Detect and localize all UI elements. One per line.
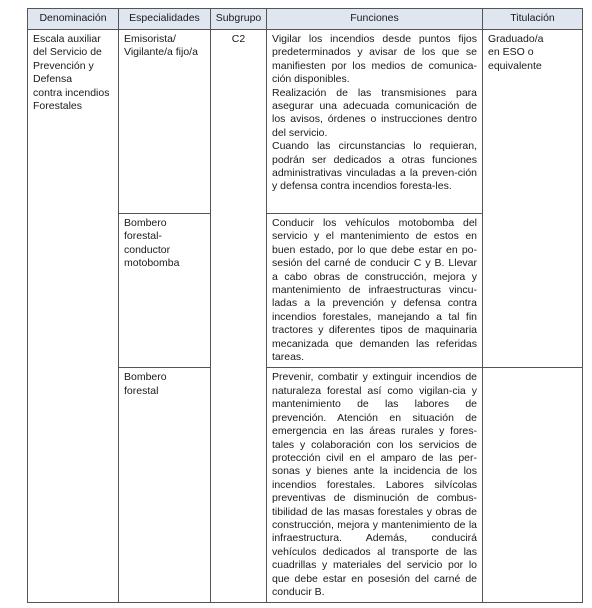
subgrupo-cell: C2 xyxy=(211,30,267,603)
funciones-cell: Conducir los vehículos motobomba del servicio y el mantenimiento de estos en buen estado, por lo que debe estar en po-sesión del carné de conducir C y B. Llevar a cabo obras de construcción, mejora y mantenimiento de infraestructuras vincu-ladas a la prevención y defensa contra incendios forestales, manejando a tal fin tractores y diferentes tipos de maquinaria mecanizada que demanden las referidas tareas. xyxy=(267,214,483,368)
funciones-cell: Vigilar los incendios desde puntos fijos predeterminados y avisar de los que se manifiesten por los medios de comunica-ción disponibles. Realización de las transmisiones para asegurar una adecuada comunicación de los avisos, órdenes o instrucciones dentro del servicio. Cuando las circunstancias lo requieran, podrán ser dedicados a otras funciones administrativas vinculadas a la preven-ción y defensa contra incendios foresta-les. xyxy=(267,30,483,214)
header-row xyxy=(28,9,583,30)
header-funciones: Funciones xyxy=(267,9,483,30)
table-row xyxy=(28,30,583,214)
header-especialidades: Especialidades xyxy=(119,9,211,30)
especialidad-cell: Emisorista/ Vigilante/a fijo/a xyxy=(119,30,211,214)
titulacion-empty-cell xyxy=(483,368,583,603)
header-titulacion: Titulación xyxy=(483,9,583,30)
especialidad-cell: Bombero forestal xyxy=(119,368,211,603)
especialidad-cell: Bombero forestal- conductor motobomba xyxy=(119,214,211,368)
header-denominacion: Denominación xyxy=(28,9,119,30)
titulacion-cell: Graduado/a en ESO o equivalente xyxy=(483,30,583,214)
denominacion-cell: Escala auxiliar del Servicio de Prevención y Defensa contra incendios Forestales xyxy=(28,30,119,603)
titulacion-empty-cell xyxy=(483,214,583,368)
functions-table xyxy=(27,8,583,603)
header-subgrupo: Subgrupo xyxy=(211,9,267,30)
funciones-cell: Prevenir, combatir y extinguir incendios de naturaleza forestal así como vigilan-cia y mantenimiento de las labores de prevención. Atención en situación de emergencia en las áreas rurales y fores-tales y colaboración con los servicios de protección civil en el amparo de las per-sonas y bienes ante la incidencia de los incendios forestales. Labores silvícolas preventivas de disminución de combus-tibilidad de las masas forestales y obras de construcción, mejora y mantenimiento de la infraestructura. Además, conducirá vehículos dedicados al transporte de las cuadrillas y materiales del servicio por lo que debe estar en posesión del carné de conducir B. xyxy=(267,368,483,603)
